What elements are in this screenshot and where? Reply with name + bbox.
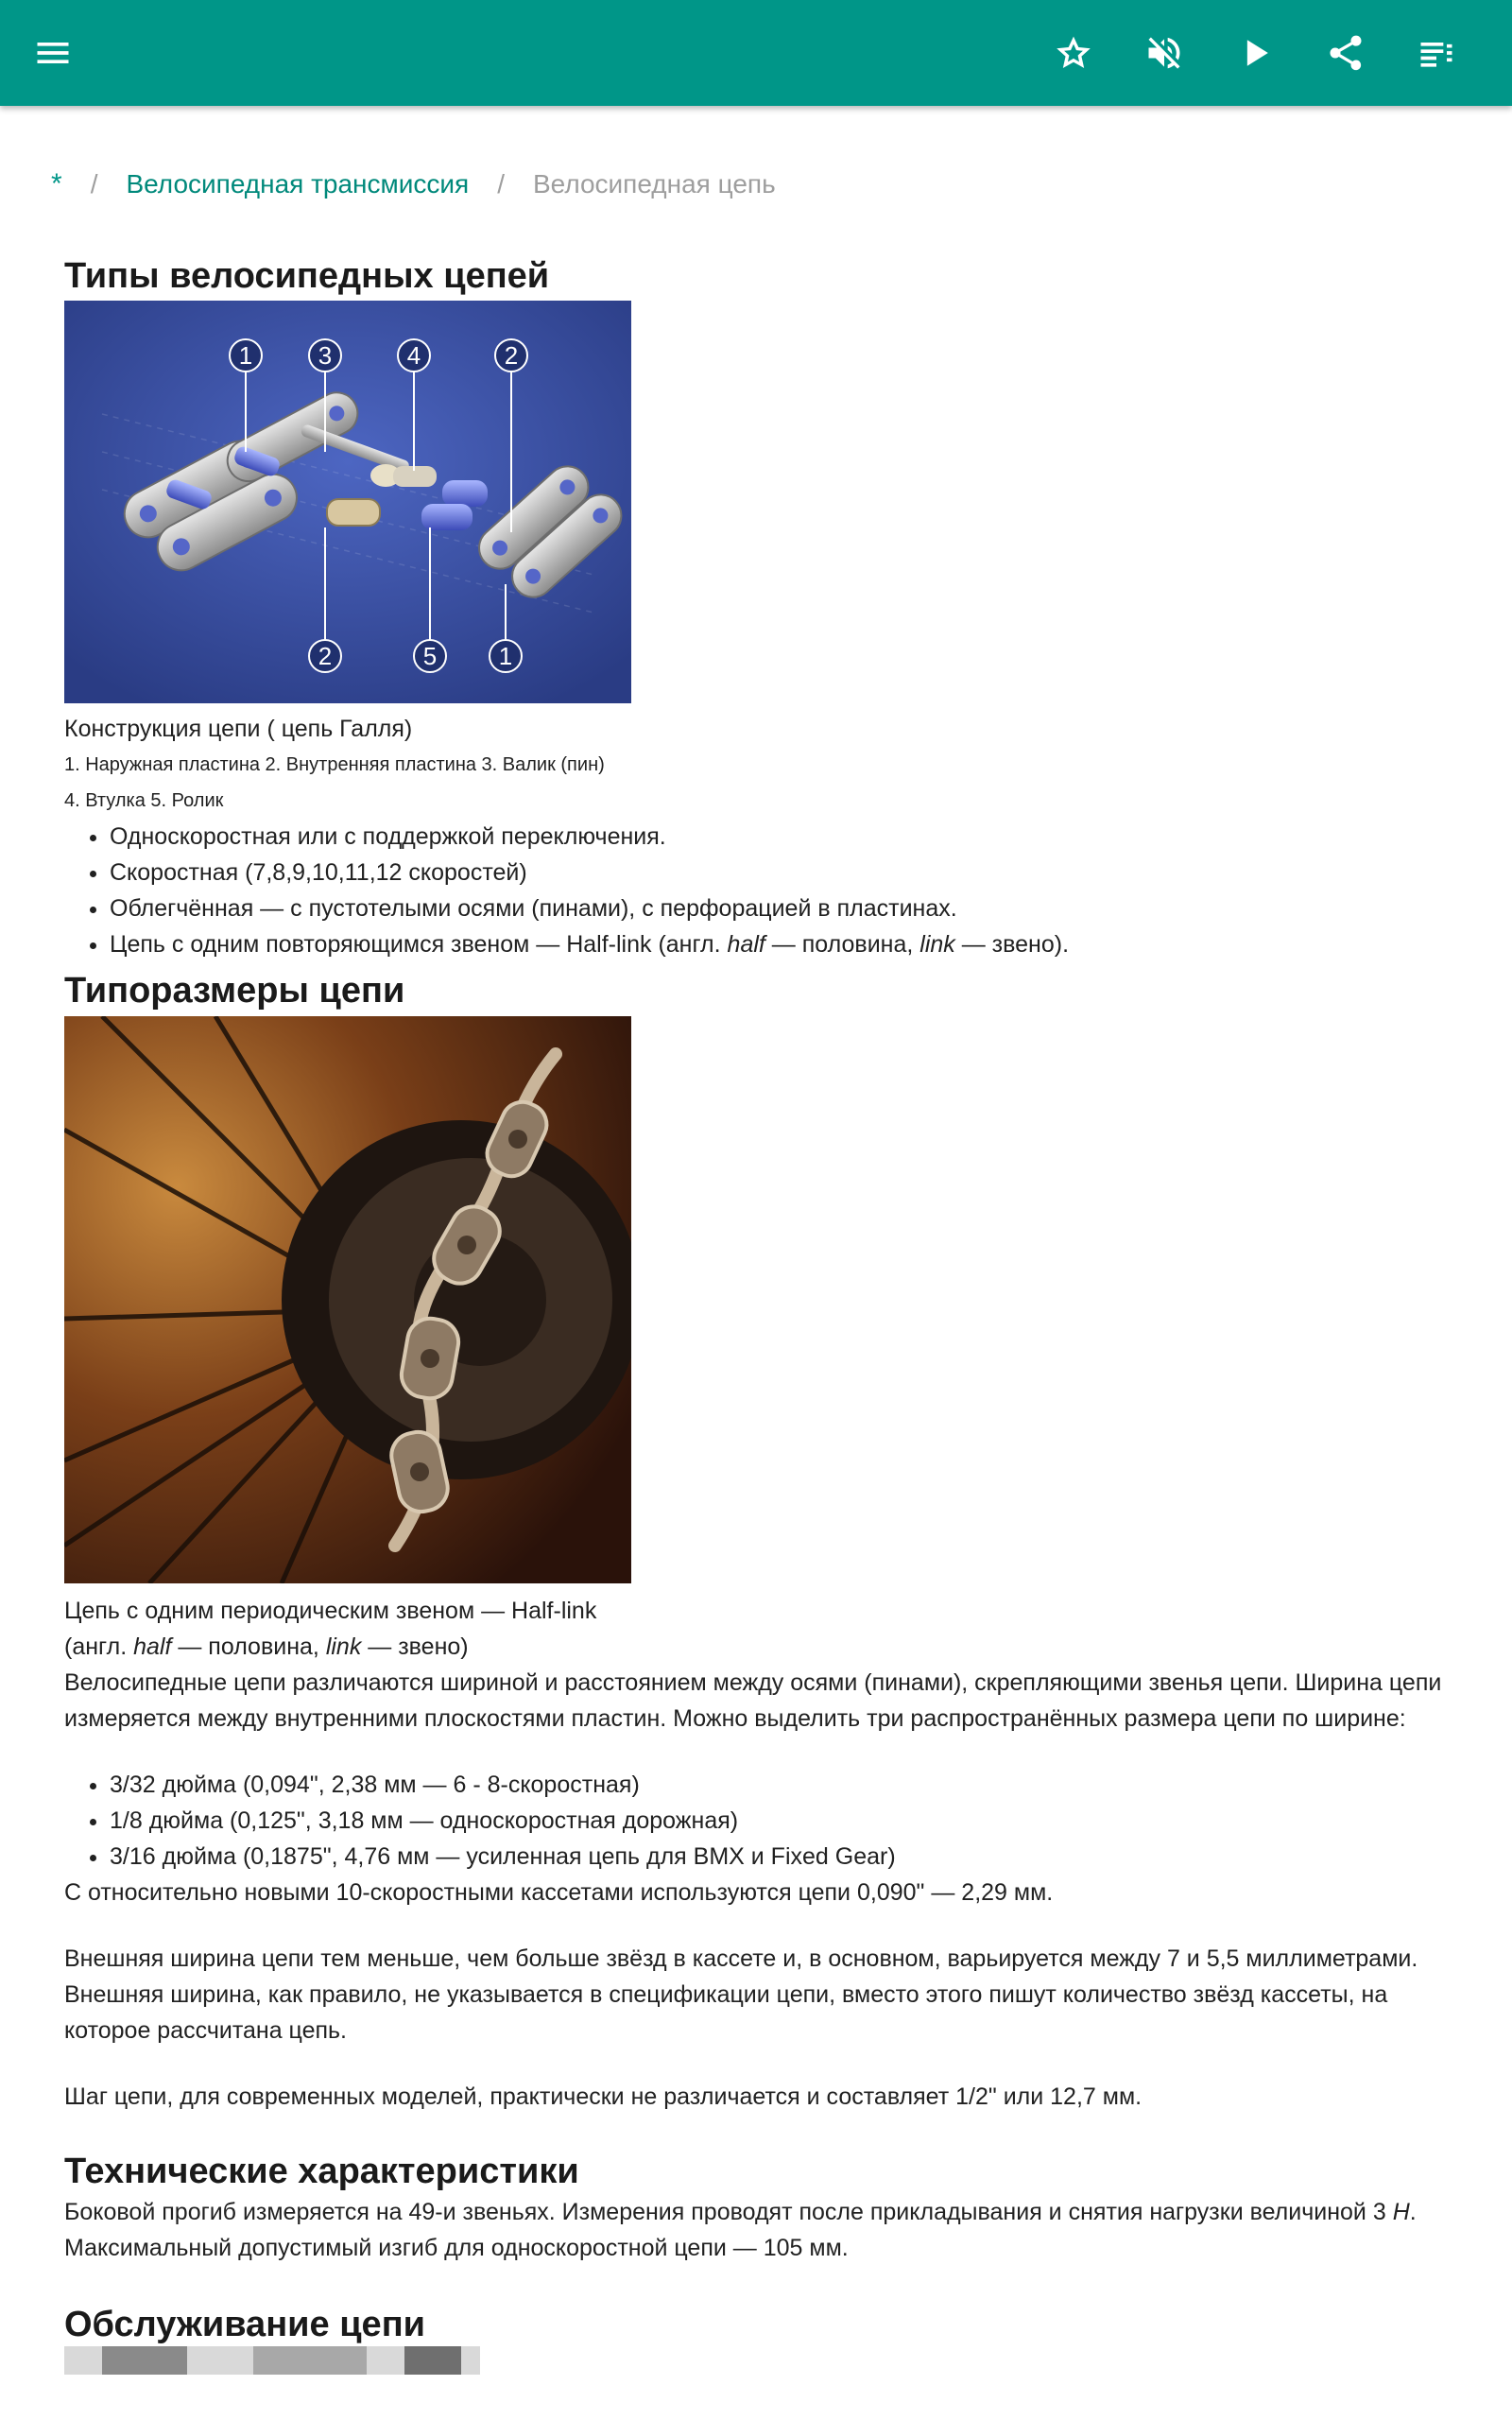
- breadcrumb-parent-link[interactable]: Велосипедная трансмиссия: [126, 169, 470, 199]
- emphasis: Н: [1392, 2198, 1410, 2225]
- svg-text:2: 2: [318, 641, 333, 670]
- share-icon: [1325, 32, 1366, 74]
- paragraph: [64, 2194, 1472, 2266]
- play-icon: [1235, 32, 1277, 74]
- text: Боковой прогиб измеряется на 49-и звеньях. Измерения проводят после прикладывания и снятия нагрузки величиной 3: [64, 2198, 1393, 2225]
- figure-caption-legend-1: 1. Наружная пластина 2. Внутренняя пластина 3. Валик (пин): [64, 753, 605, 775]
- text: — звено): [361, 1634, 469, 1661]
- marker-bottom-5: [414, 640, 446, 672]
- text: Цепь с одним повторяющимся звеном — Half-link (англ.: [110, 930, 728, 958]
- svg-text:1: 1: [498, 641, 513, 670]
- favorite-button[interactable]: [1041, 21, 1106, 85]
- marker-top-2: [495, 339, 527, 372]
- share-button[interactable]: [1314, 21, 1378, 85]
- svg-text:3: 3: [318, 340, 333, 370]
- mute-button[interactable]: [1132, 21, 1196, 85]
- text: — половина,: [171, 1634, 326, 1661]
- list-item: • 3/32 дюйма (0,094", 2,38 мм — 6 - 8-скоростная): [110, 1767, 1472, 1803]
- list-item: • 1/8 дюйма (0,125", 3,18 мм — односкоростная дорожная): [110, 1803, 1472, 1839]
- list-item: • 3/16 дюйма (0,1875", 4,76 мм — усиленная цепь для BMX и Fixed Gear): [110, 1839, 1472, 1875]
- paragraph: Шаг цепи, для современных моделей, практически не различается и составляет 1/2" или 12,7 мм.: [64, 2083, 1143, 2111]
- text: — звено).: [954, 930, 1070, 958]
- marker-top-1: [230, 339, 262, 372]
- paragraph: С относительно новыми 10-скоростными кассетами используются цепи 0,090" — 2,29 мм.: [64, 1879, 1054, 1907]
- section-title-types: Типы велосипедных цепей: [64, 256, 550, 296]
- menu-icon: [32, 32, 74, 74]
- playlist-icon: [1416, 32, 1457, 74]
- text: . Максимальный допустимый изгиб для односкоростной цепи — 105 мм.: [64, 2198, 1417, 2261]
- photo-caption-line-2: [64, 1629, 1472, 1665]
- text: (англ.: [64, 1634, 134, 1661]
- svg-text:1: 1: [238, 340, 253, 370]
- breadcrumb: [51, 168, 776, 200]
- marker-bottom-2: [309, 640, 341, 672]
- chain-sizes-list: [110, 1767, 1472, 1875]
- section-title-sizes: Типоразмеры цепи: [64, 970, 405, 1011]
- chain-types-list: [110, 819, 1472, 962]
- list-item: • Облегчённая — с пустотелыми осями (пинами), с перфорацией в пластинах.: [110, 890, 1472, 926]
- menu-button[interactable]: [21, 21, 85, 85]
- marker-bottom-1: [490, 640, 522, 672]
- photo-caption-line-1: Цепь с одним периодическим звеном — Half-link: [64, 1598, 597, 1625]
- emphasis: half: [727, 930, 765, 958]
- list-item: [110, 926, 1472, 962]
- chain-service-image: [64, 2346, 480, 2375]
- chain-construction-image: [64, 301, 631, 703]
- marker-top-3: [309, 339, 341, 372]
- breadcrumb-separator: /: [90, 169, 98, 199]
- figure-caption: Конструкция цепи ( цепь Галля): [64, 715, 413, 742]
- section-title-service: Обслуживание цепи: [64, 2304, 426, 2344]
- svg-text:5: 5: [422, 641, 438, 670]
- article-content: [64, 255, 1472, 2375]
- text: — половина,: [765, 930, 920, 958]
- contents-button[interactable]: [1404, 21, 1469, 85]
- breadcrumb-current: Велосипедная цепь: [533, 169, 776, 199]
- paragraph: Внешняя ширина цепи тем меньше, чем больше звёзд в кассете и, в основном, варьируется между 7 и 5,5 миллиметрами. Внешняя ширина, как правило, не указывается в спецификации цепи, вместо этого пишут количество звёзд кассеты, на которое рассчитана цепь.: [64, 1945, 1418, 2045]
- paragraph: Велосипедные цепи различаются шириной и расстоянием между осями (пинами), скрепляющими звенья цепи. Ширина цепи измеряется между внутренними плоскостями пластин. Можно выделить три распространённых размера цепи по ширине:: [64, 1669, 1442, 1733]
- star-outline-icon: [1053, 32, 1094, 74]
- svg-text:4: 4: [406, 340, 421, 370]
- list-item: • Скоростная (7,8,9,10,11,12 скоростей): [110, 855, 1472, 890]
- section-title-specs: Технические характеристики: [64, 2152, 579, 2192]
- play-button[interactable]: [1224, 21, 1288, 85]
- emphasis: link: [325, 1634, 362, 1661]
- list-item: • Односкоростная или с поддержкой переключения.: [110, 819, 1472, 855]
- figure-caption-legend-2: 4. Втулка 5. Ролик: [64, 789, 224, 811]
- emphasis: half: [133, 1634, 172, 1661]
- breadcrumb-home[interactable]: *: [51, 168, 62, 199]
- breadcrumb-separator: /: [497, 169, 505, 199]
- svg-text:2: 2: [504, 340, 519, 370]
- app-bar: [0, 0, 1512, 106]
- marker-top-4: [398, 339, 430, 372]
- emphasis: link: [919, 930, 955, 958]
- volume-off-icon: [1143, 32, 1185, 74]
- half-link-chain-photo: [64, 1016, 631, 1583]
